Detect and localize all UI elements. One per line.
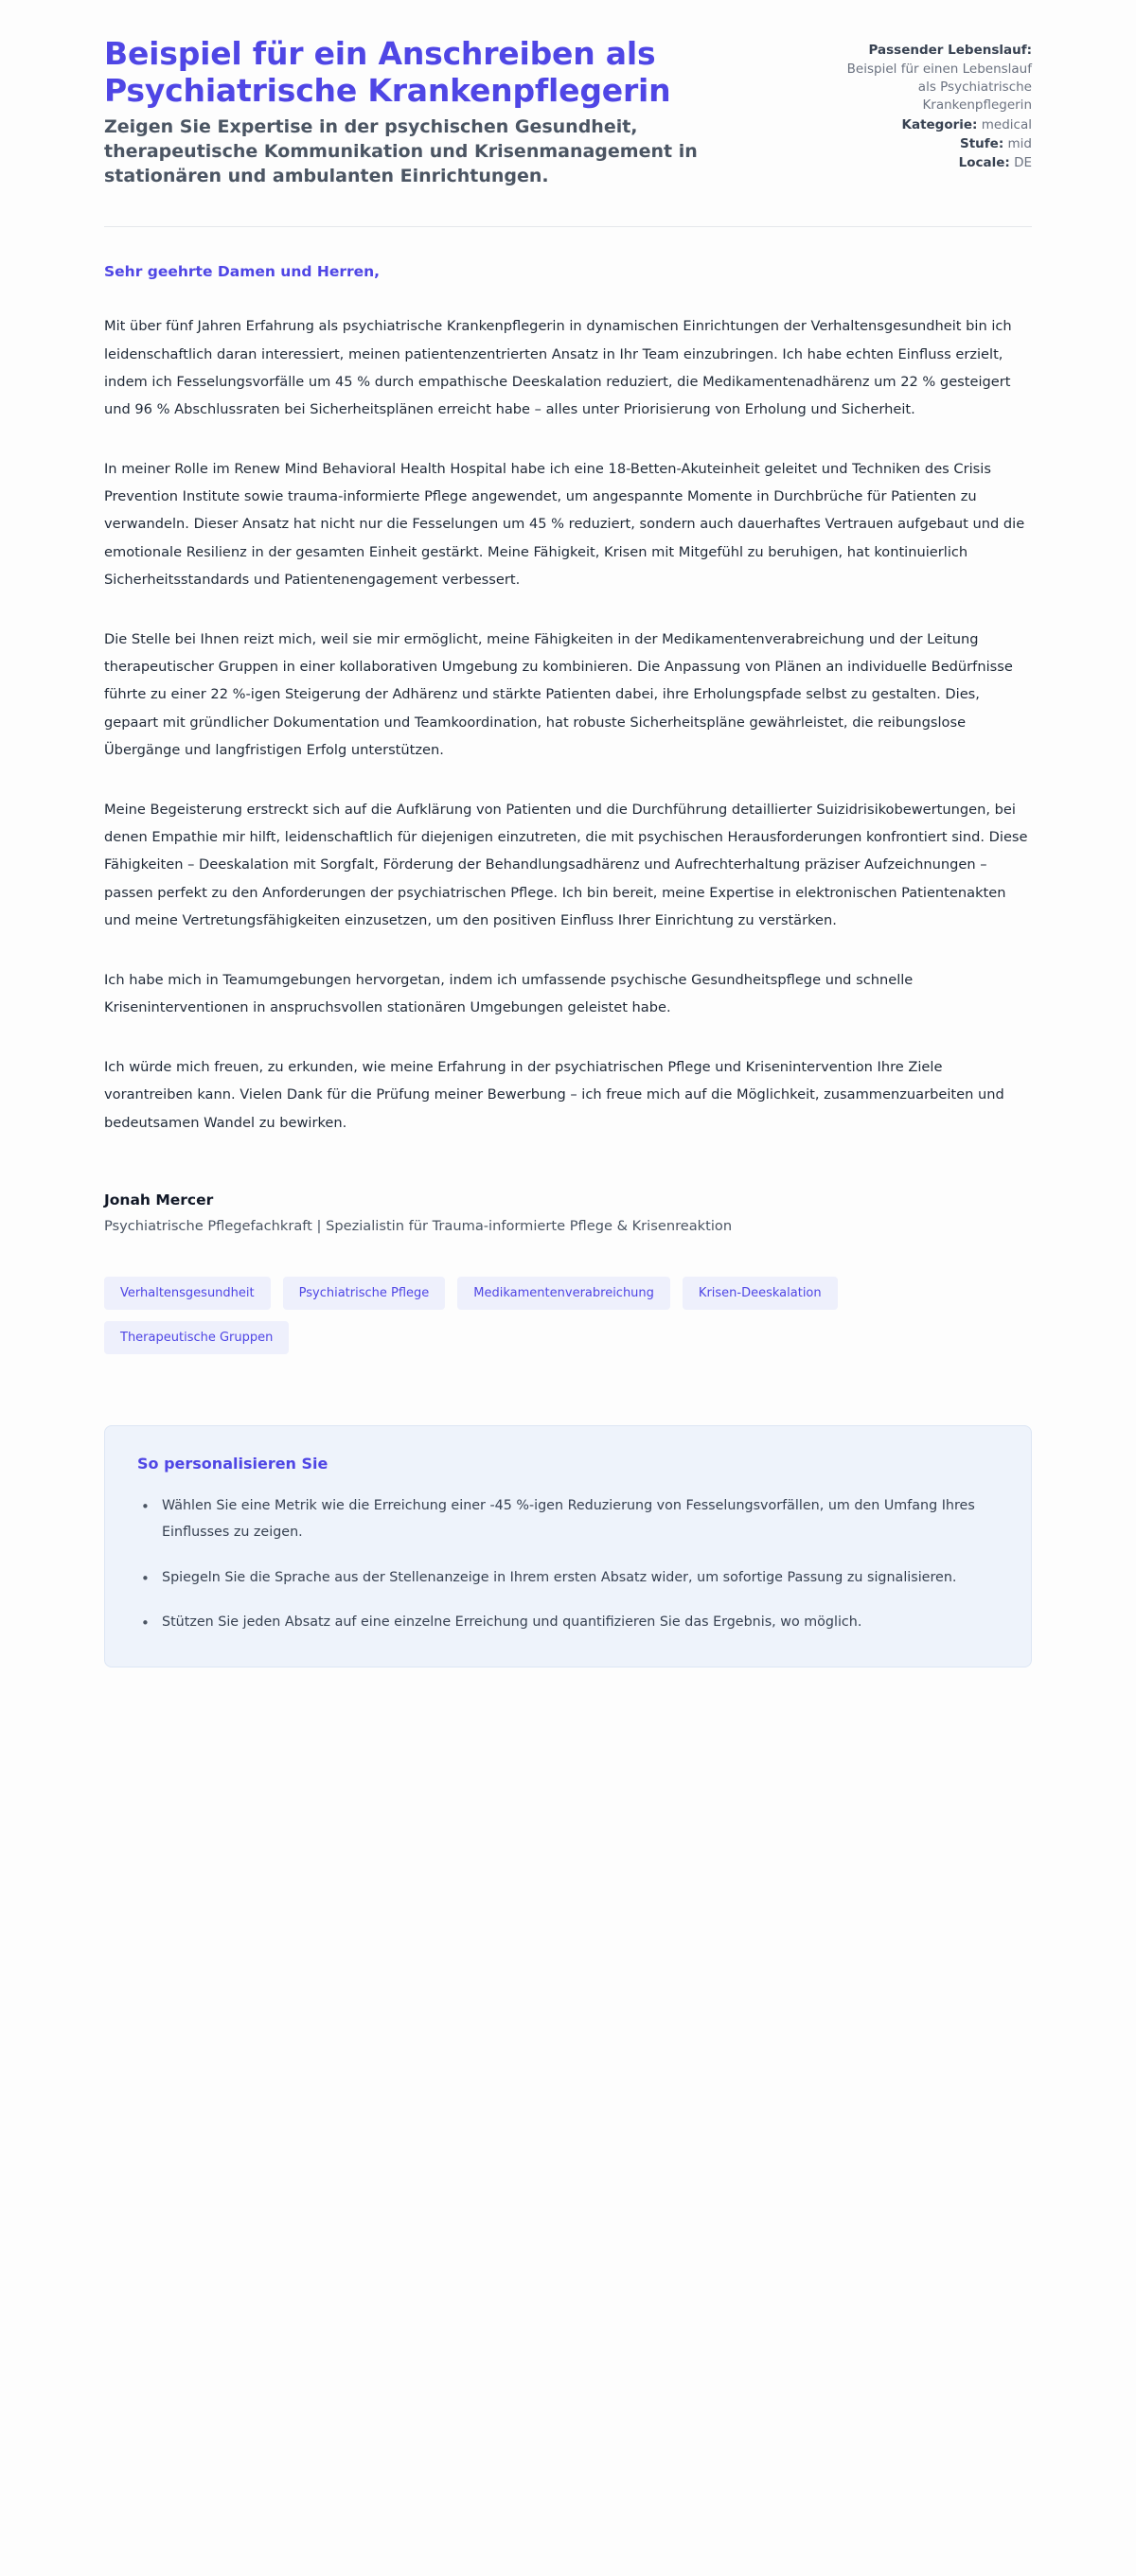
letter-paragraph: Ich habe mich in Teamumgebungen hervorgetan, indem ich umfassende psychische Gesundheitspflege und schnelle Kriseninterventionen in anspruchsvollen stationären Umgebungen geleistet habe. (104, 971, 914, 1016)
salutation: Sehr geehrte Damen und Herren, (104, 263, 381, 281)
meta-matching-resume (833, 42, 1032, 60)
letter-paragraph: Ich würde mich freuen, zu erkunden, wie meine Erfahrung in der psychiatrischen Pflege und Krisenintervention Ihre Ziele vorantreiben kann. Vielen Dank für die Prüfung meiner Bewerbung – ich freue mich auf die Möglichkeit, zusammenzuarbeiten und bedeutsamen Wandel zu bewirken. (104, 1059, 1004, 1131)
meta-category-label: Kategorie: (901, 116, 978, 132)
meta-category (833, 116, 1032, 134)
skill-tag-list (104, 1277, 1032, 1354)
callout-item: • Wählen Sie eine Metrik wie die Erreichung einer -45 %-igen Reduzierung von Fesselungsvorfällen, um den Umfang Ihres Einflusses zu zeigen. (137, 1493, 995, 1546)
letter-paragraph: In meiner Rolle im Renew Mind Behavioral Health Hospital habe ich eine 18-Betten-Akuteinheit geleitet und Techniken des Crisis Prevention Institute sowie trauma-informierte Pflege angewendet, um angespannte Momente in Durchbrüche für Patienten zu verwandeln. Dieser Ansatz hat nicht nur die Fesselungen um 45 % reduziert, sondern auch dauerhaftes Vertrauen aufgebaut und die emotionale Resilienz in der gesamten Einheit gestärkt. Meine Fähigkeit, Krisen mit Mitgefühl zu beruhigen, hat kontinuierlich Sicherheitsstandards und Patientenengagement verbessert. (104, 461, 1025, 588)
meta-level (833, 135, 1032, 153)
header-divider (104, 226, 1032, 227)
personalization-callout (104, 1425, 1032, 1668)
letter-paragraph: Mit über fünf Jahren Erfahrung als psychiatrische Krankenpflegerin in dynamischen Einrichtungen der Verhaltensgesundheit bin ich leidenschaftlich daran interessiert, meinen patientenzentrierten Ansatz in Ihr Team einzubringen. Ich habe echten Einfluss erzielt, indem ich Fesselungsvorfälle um 45 % durch empathische Deeskalation reduziert, die Medikamentenadhärenz um 22 % gesteigert und 96 % Abschlussraten bei Sicherheitsplänen erreicht habe – alles unter Priorisierung von Erholung und Sicherheit. (104, 318, 1012, 417)
header-text-block (104, 36, 767, 188)
page-subtitle: Zeigen Sie Expertise in der psychischen Gesundheit, therapeutische Kommunikation und Krisenmanagement in stationären und ambulanten Einrichtungen. (104, 115, 698, 186)
meta-matching-resume-value: Beispiel für einen Lebenslauf als Psychiatrische Krankenpflegerin (846, 62, 1032, 114)
callout-item: • Spiegeln Sie die Sprache aus der Stellenanzeige in Ihrem ersten Absatz wider, um sofortige Passung zu signalisieren. (137, 1565, 995, 1592)
meta-level-label: Stufe: (960, 135, 1004, 151)
page-header (104, 36, 1032, 188)
meta-matching-resume-label: Passender Lebenslauf: (868, 43, 1032, 58)
meta-locale-label: Locale: (958, 154, 1010, 170)
skill-tag[interactable]: Therapeutische Gruppen (104, 1321, 289, 1354)
signature-role: Psychiatrische Pflegefachkraft | Spezialistin für Trauma-informierte Pflege & Krisenreaktion (104, 1217, 733, 1234)
meta-category-value: medical (981, 116, 1032, 132)
letter-paragraph: Die Stelle bei Ihnen reizt mich, weil sie mir ermöglicht, meine Fähigkeiten in der Medikamentenverabreichung und der Leitung therapeutischer Gruppen in einer kollaborativen Umgebung zu kombinieren. Die Anpassung von Plänen an individuelle Bedürfnisse führte zu einer 22 %-igen Steigerung der Adhärenz und stärkte Patienten dabei, ihre Erholungspfade selbst zu gestalten. Dies, gepaart mit gründlicher Dokumentation und Teamkoordination, hat robuste Sicherheitspläne gewährleistet, die reibungslose Übergänge und langfristigen Erfolg unterstützen. (104, 631, 1013, 758)
meta-level-value: mid (1007, 135, 1032, 151)
skill-tag[interactable]: Krisen-Deeskalation (683, 1277, 838, 1310)
callout-item: • Stützen Sie jeden Absatz auf eine einzelne Erreichung und quantifizieren Sie das Ergebnis, wo möglich. (137, 1610, 995, 1636)
meta-matching-resume-value-row (833, 61, 1032, 115)
letter-paragraph: Meine Begeisterung erstreckt sich auf die Aufklärung von Patienten und die Durchführung detaillierter Suizidrisikobewertungen, bei denen Empathie mir hilft, leidenschaftlich für diejenigen einzutreten, die mit psychischen Herausforderungen konfrontiert sind. Diese Fähigkeiten – Deeskalation mit Sorgfalt, Förderung der Behandlungsadhärenz und Aufrechterhaltung präziser Aufzeichnungen – passen perfekt zu den Anforderungen der psychiatrischen Pflege. Ich bin bereit, meine Expertise in elektronischen Patientenakten und meine Vertretungsfähigkeiten einzusetzen, um den positiven Einfluss Ihrer Einrichtung zu verstärken. (104, 801, 1028, 928)
skill-tag[interactable]: Medikamentenverabreichung (457, 1277, 670, 1310)
letter-paragraphs (104, 312, 1032, 1137)
meta-locale (833, 154, 1032, 172)
callout-item-list (137, 1493, 999, 1637)
cover-letter-content (104, 263, 1032, 1354)
page-title: Beispiel für ein Anschreiben als Psychiatrische Krankenpflegerin (104, 35, 671, 109)
signature-name: Jonah Mercer (104, 1191, 214, 1209)
callout-title: So personalisieren Sie (137, 1454, 328, 1473)
signature-block (104, 1191, 1032, 1234)
skill-tag[interactable]: Psychiatrische Pflege (283, 1277, 446, 1310)
document-metadata (833, 36, 1032, 173)
skill-tag[interactable]: Verhaltensgesundheit (104, 1277, 271, 1310)
meta-locale-value: DE (1014, 154, 1032, 170)
